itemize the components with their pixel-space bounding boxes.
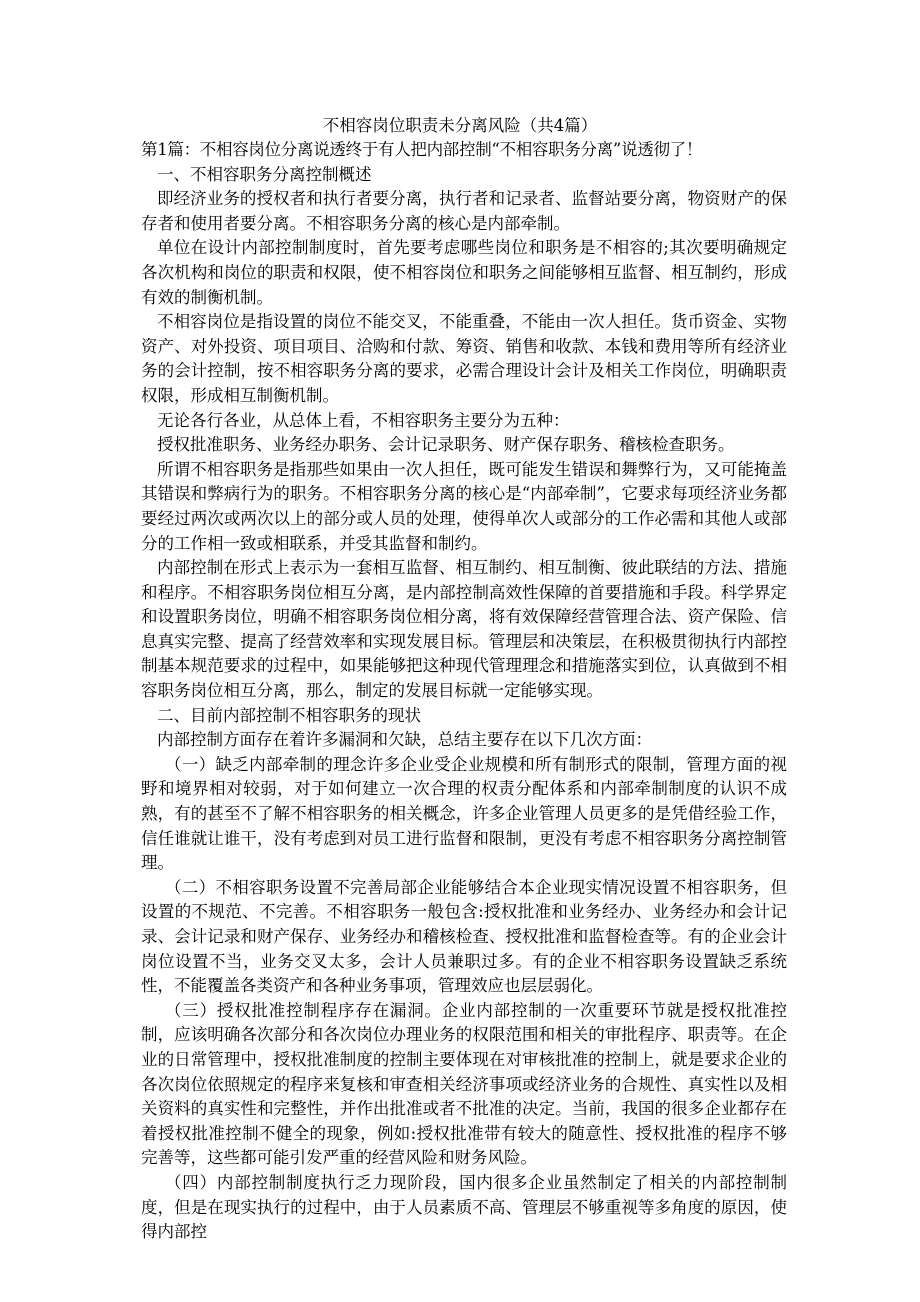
section-heading: 二、目前内部控制不相容职务的现状: [157, 705, 421, 725]
paragraph: 内部控制在形式上表示为一套相互监督、相互制约、相互制衡、彼此联结的方法、措施和程序。不相容职务岗位相互分离，是内部控制高效性保障的首要措施和手段。科学界定和设置职务岗位，明确不相容职务岗位相分离，将有效保障经营管理合法、资产保险、信息真实完整、提高了经营效率和实现发展目标。管理层和决策层，在积极贯彻执行内部控制基本规范要求的过程中，如果能够把这种现代管理理念和措施落实到位，认真做到不相容职务岗位相互分离，那么，制定的发展目标就一定能够实现。: [141, 558, 787, 701]
paragraph: 内部控制方面存在着许多漏洞和欠缺，总结主要存在以下几次方面：: [157, 730, 652, 750]
paragraph: 不相容岗位是指设置的岗位不能交叉，不能重叠，不能由一次人担任。货币资金、实物资产、对外投资、项目项目、洽购和付款、筹资、销售和收款、本钱和费用等所有经济业务的会计控制，按不相容职务分离的要求，必需合理设计会计及相关工作岗位，明确职责权限，形成相互制衡机制。: [141, 312, 787, 405]
paragraph: （一）缺乏内部牵制的理念许多企业受企业规模和所有制形式的限制，管理方面的视野和境界相对较弱，对于如何建立一次合理的权责分配体系和内部牵制制度的认识不成熟，有的甚至不了解不相容职务的相关概念，许多企业管理人员更多的是凭借经验工作，信任谁就让谁干，没有考虑到对员工进行监督和限制，更没有考虑不相容职务分离控制管理。: [141, 754, 787, 873]
paragraph: 授权批准职务、业务经办职务、会计记录职务、财产保存职务、稽核检查职务。: [157, 435, 735, 455]
paragraph: 所谓不相容职务是指那些如果由一次人担任，既可能发生错误和舞弊行为，又可能掩盖其错误和弊病行为的职务。不相容职务分离的核心是“内部牵制”，它要求每项经济业务都要经过两次或两次以上的部分或人员的处理，使得单次人或部分的工作必需和其他人或部分的工作相一致或相联系，并受其监督和制约。: [141, 459, 787, 553]
paragraph: （二）不相容职务设置不完善局部企业能够结合本企业现实情况设置不相容职务，但设置的不规范、不完善。不相容职务一般包含:授权批准和业务经办、业务经办和会计记录、会计记录和财产保存、业务经办和稽核检查、授权批准和监督检查等。有的企业会计岗位设置不当，业务交叉太多，会计人员兼职过多。有的企业不相容职务设置缺乏系统性，不能覆盖各类资产和各种业务事项，管理效应也层层弱化。: [141, 877, 787, 996]
section-heading: 一、不相容职务分离控制概述: [157, 164, 372, 184]
article-heading: 第1篇：不相容岗位分离说透终于有人把内部控制“不相容职务分离”说透彻了！: [141, 140, 703, 159]
paragraph: 单位在设计内部控制制度时，首先要考虑哪些岗位和职务是不相容的;其次要明确规定各次机构和岗位的职责和权限，使不相容岗位和职务之间能够相互监督、相互制约，形成有效的制衡机制。: [141, 238, 787, 307]
document-body: [141, 138, 787, 1245]
paragraph: 即经济业务的授权者和执行者要分离，执行者和记录者、监督站要分离，物资财产的保存者和使用者要分离。不相容职务分离的核心是内部牵制。: [141, 189, 787, 233]
paragraph: （四）内部控制制度执行乏力现阶段，国内很多企业虽然制定了相关的内部控制制度，但是在现实执行的过程中，由于人员素质不高、管理层不够重视等多角度的原因，使得内部控: [141, 1172, 787, 1242]
document-title: 不相容岗位职责未分离风险（共4篇）: [322, 116, 598, 135]
paragraph: （三）授权批准控制程序存在漏洞。企业内部控制的一次重要环节就是授权批准控制，应该明确各次部分和各次岗位办理业务的权限范围和相关的审批程序、职责等。在企业的日常管理中，授权批准制度的控制主要体现在对审核批准的控制上，就是要求企业的各次岗位依照规定的程序来复核和审查相关经济事项或经济业务的合规性、真实性以及相关资料的真实性和完整性，并作出批准或者不批准的决定。当前，我国的很多企业都存在着授权批准控制不健全的现象，例如:授权批准带有较大的随意性、授权批准的程序不够完善等，这些都可能引发严重的经营风险和财务风险。: [141, 1000, 787, 1168]
paragraph: 无论各行各业，从总体上看，不相容职务主要分为五种：: [157, 410, 570, 430]
